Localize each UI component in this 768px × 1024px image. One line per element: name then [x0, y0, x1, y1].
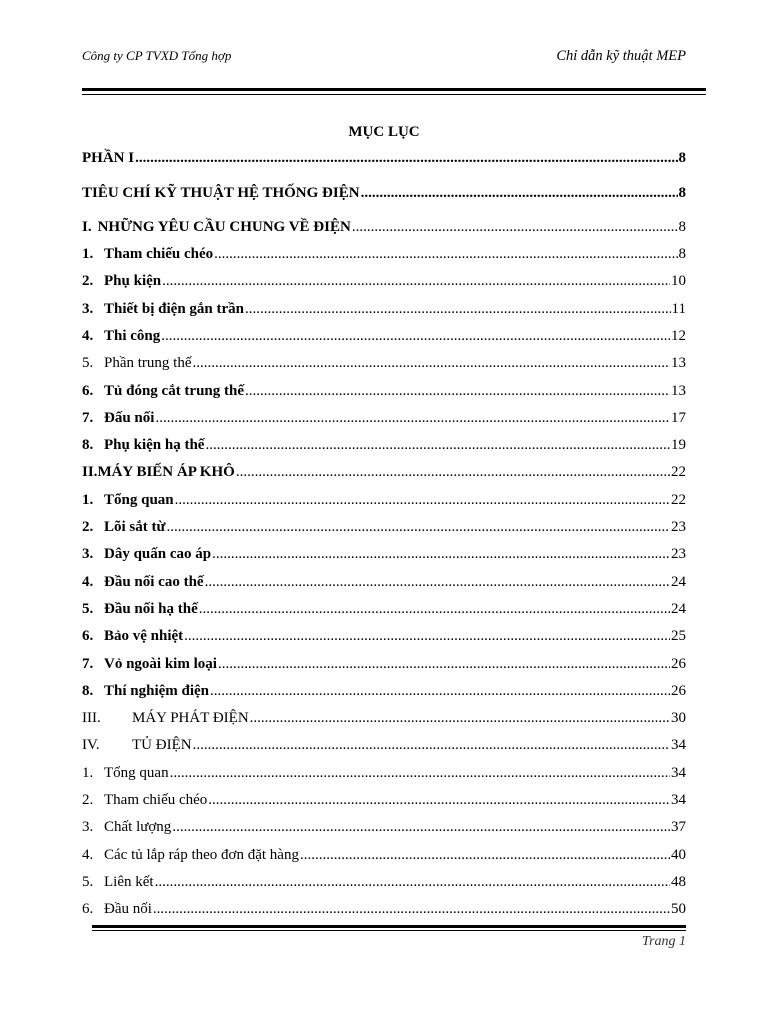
toc-leader-dots [153, 901, 670, 918]
toc-page-number: 26 [671, 656, 686, 672]
toc-page-number: 26 [671, 683, 686, 699]
toc-entry[interactable] [82, 792, 686, 809]
footer-rule [92, 925, 686, 931]
toc-entry-number: 6. [82, 383, 94, 399]
toc-leader-dots [218, 656, 670, 673]
toc-entry-label [82, 819, 171, 836]
toc-entry[interactable] [82, 601, 686, 618]
toc-entry-label [82, 683, 209, 700]
toc-entry-text: Dây quấn cao áp [104, 546, 212, 562]
toc-entry-label [82, 574, 204, 591]
toc-leader-dots [212, 546, 670, 563]
toc-leader-dots [135, 150, 677, 167]
toc-entry-number: 3. [82, 819, 94, 835]
toc-leader-dots [193, 737, 670, 754]
toc-entry-label [82, 492, 174, 509]
toc-entry-text: TỦ ĐIỆN [132, 737, 192, 753]
toc-entry-number: II. [82, 464, 98, 480]
toc-entry[interactable] [82, 710, 686, 727]
toc-page-number: 34 [671, 765, 686, 781]
toc-leader-dots [162, 273, 670, 290]
toc-entry[interactable] [82, 628, 686, 645]
document-title: Chỉ dẫn kỹ thuật MEP [556, 48, 686, 64]
toc-entry[interactable] [82, 765, 686, 782]
toc-page-number: 40 [671, 847, 686, 863]
toc-entry-number: 6. [82, 901, 94, 917]
toc-entry[interactable] [82, 437, 686, 454]
toc-entry[interactable] [82, 383, 686, 400]
toc-entry-number: 2. [82, 792, 94, 808]
toc-leader-dots [236, 464, 670, 481]
toc-entry-text: Chất lượng [104, 819, 172, 835]
toc-entry-number: 8. [82, 683, 94, 699]
toc-leader-dots [352, 219, 678, 236]
toc-entry-label [82, 185, 360, 202]
toc-entry-label [82, 519, 166, 536]
toc-entry-text: TIÊU CHÍ KỸ THUẬT HỆ THỐNG ĐIỆN [82, 185, 360, 201]
toc-entry[interactable] [82, 185, 686, 202]
toc-entry[interactable] [82, 150, 686, 167]
toc-page-number: 12 [671, 328, 686, 344]
toc-leader-dots [205, 437, 670, 454]
toc-page-number: 11 [671, 301, 686, 317]
toc-entry-text: Phụ kiện [104, 273, 162, 289]
toc-entry-label [82, 737, 192, 754]
toc-page-number: 37 [671, 819, 686, 835]
toc-page-number: 23 [671, 519, 686, 535]
toc-entry-number: 6. [82, 628, 94, 644]
toc-entry[interactable] [82, 464, 686, 481]
toc-page-number: 22 [671, 492, 686, 508]
toc-leader-dots [361, 185, 678, 202]
toc-entry[interactable] [82, 219, 686, 236]
toc-entry[interactable] [82, 301, 686, 318]
toc-entry-label [82, 546, 211, 563]
toc-entry-label [82, 383, 244, 400]
toc-entry-number: I. [82, 219, 92, 235]
toc-page-number: 34 [671, 737, 686, 753]
toc-leader-dots [170, 765, 670, 782]
toc-leader-dots [161, 328, 670, 345]
toc-entry-label [82, 765, 169, 782]
toc-entry-label [82, 150, 134, 167]
toc-leader-dots [184, 628, 670, 645]
toc-entry-number: 7. [82, 656, 94, 672]
toc-leader-dots [155, 410, 670, 427]
toc-entry-text: MÁY BIẾN ÁP KHÔ [97, 464, 235, 480]
page-header [82, 48, 686, 65]
toc-leader-dots [167, 519, 670, 536]
toc-leader-dots [199, 601, 670, 618]
toc-page-number: 30 [671, 710, 686, 726]
toc-entry-number: IV. [82, 737, 100, 753]
toc-entry-label [82, 628, 183, 645]
toc-entry[interactable] [82, 901, 686, 918]
toc-page-number: 8 [678, 150, 686, 166]
toc-entry-label [82, 355, 192, 372]
toc-entry-number: 1. [82, 765, 94, 781]
toc-entry-text: Thí nghiệm điện [104, 683, 210, 699]
toc-entry-text: Tổng quan [104, 492, 174, 508]
toc-entry-text: PHẦN I [82, 150, 135, 166]
toc-entry-text: Vỏ ngoài kim loại [104, 656, 217, 672]
toc-entry-text: Tham chiếu chéo [104, 246, 214, 262]
toc-entry[interactable] [82, 410, 686, 427]
toc-leader-dots [193, 355, 671, 372]
toc-entry-number: 5. [82, 601, 94, 617]
toc-entry[interactable] [82, 355, 686, 372]
toc-entry-number: 3. [82, 546, 94, 562]
toc-entry-text: Đầu nối hạ thế [104, 601, 198, 617]
toc-entry-number: 4. [82, 847, 94, 863]
toc-leader-dots [155, 874, 670, 891]
toc-leader-dots [245, 383, 670, 400]
toc-page-number: 19 [671, 437, 686, 453]
toc-entry-text: Thiết bị điện gắn trần [104, 301, 245, 317]
header-rule [82, 88, 706, 95]
toc-entry-number: 5. [82, 874, 94, 890]
toc-entry[interactable] [82, 847, 686, 864]
toc-page-number: 17 [671, 410, 686, 426]
toc-entry-text: Lõi sắt từ [104, 519, 166, 535]
toc-leader-dots [210, 683, 670, 700]
company-name: Công ty CP TVXD Tổng hợp [82, 48, 232, 63]
toc-entry-text: Các tủ lắp ráp theo đơn đặt hàng [104, 847, 299, 863]
toc-entry-label [82, 410, 154, 427]
toc-page-number: 13 [671, 355, 686, 371]
toc-entry-label [82, 901, 152, 918]
toc-page-number: 8 [678, 185, 686, 201]
toc-entry-label [82, 656, 217, 673]
toc-leader-dots [300, 847, 670, 864]
toc-entry-label [82, 437, 204, 454]
toc-entry-number: 5. [82, 355, 94, 371]
toc-entry-label [82, 847, 299, 864]
toc-entry-number: 1. [82, 246, 94, 262]
toc-entry-label [82, 874, 154, 891]
toc-entry-number: 4. [82, 574, 94, 590]
toc-entry-label [82, 792, 207, 809]
toc-entry-label [82, 601, 198, 618]
toc-page-number: 23 [671, 546, 686, 562]
toc-page-number: 24 [671, 601, 686, 617]
toc-leader-dots [208, 792, 670, 809]
page-number: Trang 1 [642, 934, 686, 949]
toc-entry-number: 8. [82, 437, 94, 453]
toc-entry-text: Phần trung thế [104, 355, 192, 371]
toc-entry-text: Đầu nối [104, 901, 152, 917]
toc-entry[interactable] [82, 737, 686, 754]
toc-leader-dots [205, 574, 670, 591]
toc-entry-text: Đầu nối cao thế [104, 574, 204, 590]
toc-entry-text: Bảo vệ nhiệt [104, 628, 184, 644]
toc-entry[interactable] [82, 546, 686, 563]
toc-entry-text: Phụ kiện hạ thế [104, 437, 205, 453]
toc-entry-number: III. [82, 710, 101, 726]
toc-entry[interactable] [82, 874, 686, 891]
toc-entry-number: 2. [82, 273, 94, 289]
toc-entry-text: Tham chiếu chéo [104, 792, 208, 808]
toc-page-number: 22 [671, 464, 686, 480]
toc-entry[interactable] [82, 519, 686, 536]
toc-leader-dots [214, 246, 677, 263]
toc-entry-label [82, 710, 249, 727]
toc-entry-label [82, 246, 213, 263]
toc-page-number: 25 [671, 628, 686, 644]
toc-entry-text: Tủ đóng cắt trung thế [104, 383, 245, 399]
toc-entry[interactable] [82, 819, 686, 836]
toc-leader-dots [250, 710, 670, 727]
toc-entry-text: Tổng quan [104, 765, 169, 781]
toc-title: MỤC LỤC [348, 124, 420, 140]
toc-entry[interactable] [82, 328, 686, 345]
toc-page-number: 8 [678, 246, 686, 262]
toc-entry[interactable] [82, 574, 686, 591]
toc-entry-number: 1. [82, 492, 94, 508]
toc-page-number: 10 [671, 273, 686, 289]
toc-entry-number: 3. [82, 301, 94, 317]
toc-leader-dots [175, 492, 670, 509]
toc-entry[interactable] [82, 246, 686, 263]
toc-entry-label [82, 273, 161, 290]
toc-entry-number: 2. [82, 519, 94, 535]
toc-entry[interactable] [82, 492, 686, 509]
toc-entry-text: Đấu nối [104, 410, 155, 426]
toc-page-number: 8 [678, 219, 686, 235]
toc-entry-text: Thi công [104, 328, 161, 344]
toc-entry-label [82, 464, 235, 481]
toc-entry-label [82, 219, 351, 236]
toc-page-number: 48 [671, 874, 686, 890]
toc-entry-text: MÁY PHÁT ĐIỆN [132, 710, 249, 726]
toc-page-number: 34 [671, 792, 686, 808]
toc-page-number: 13 [671, 383, 686, 399]
toc-entry-text: Liên kết [104, 874, 154, 890]
toc-entry[interactable] [82, 656, 686, 673]
toc-entry-text: NHỮNG YÊU CẦU CHUNG VỀ ĐIỆN [97, 219, 351, 235]
toc-leader-dots [172, 819, 670, 836]
toc-entry-label [82, 301, 244, 318]
toc-entry-number: 7. [82, 410, 94, 426]
toc-entry[interactable] [82, 273, 686, 290]
toc-page-number: 24 [671, 574, 686, 590]
toc-entry-label [82, 328, 160, 345]
toc-entry-number: 4. [82, 328, 94, 344]
toc-page-number: 50 [671, 901, 686, 917]
toc-leader-dots [245, 301, 671, 318]
toc-entry[interactable] [82, 683, 686, 700]
